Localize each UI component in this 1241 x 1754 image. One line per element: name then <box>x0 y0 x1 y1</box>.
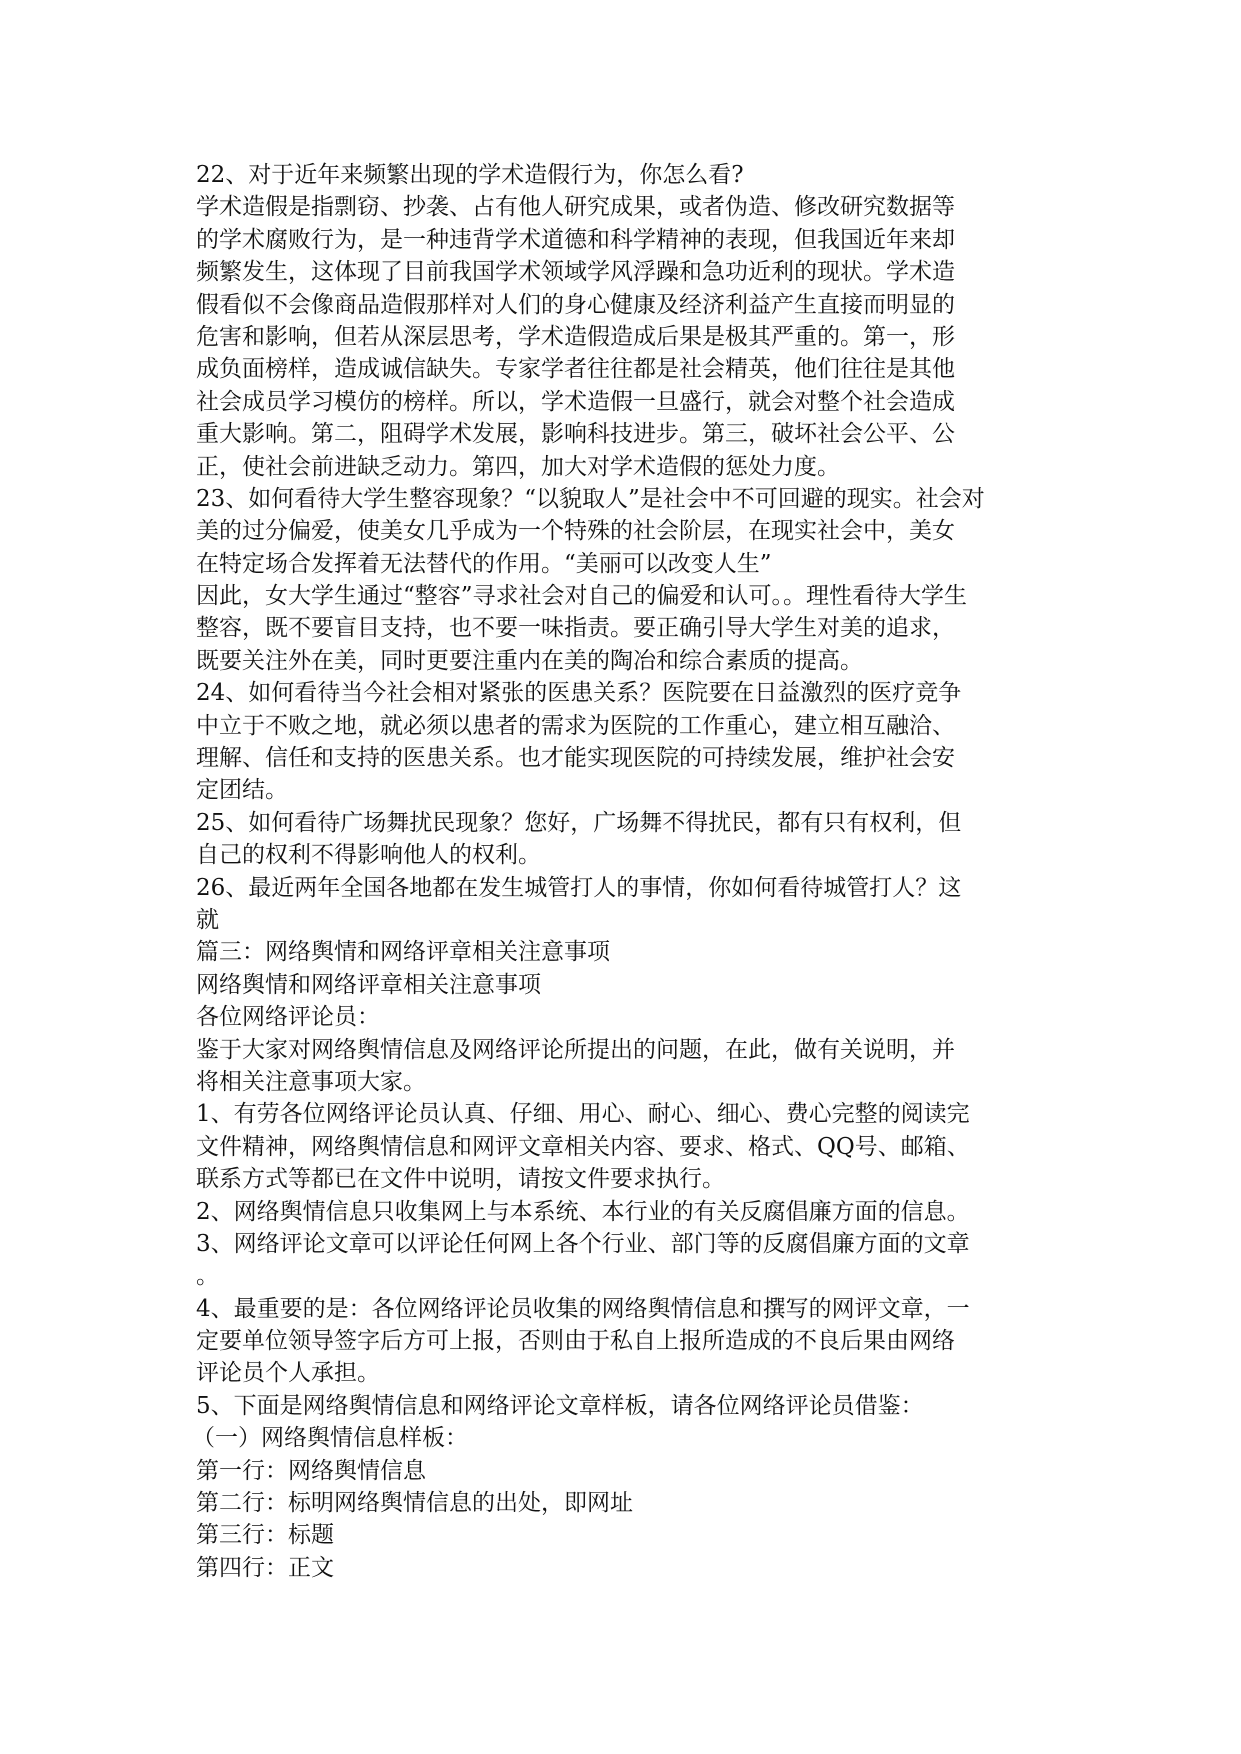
text-line: 文件精神，网络舆情信息和网评文章相关内容、要求、格式、QQ号、邮箱、 <box>196 1133 970 1160</box>
text-line: 成负面榜样，造成诚信缺失。专家学者往往都是社会精英，他们往往是其他 <box>196 356 955 383</box>
text-line: 第一行：网络舆情信息 <box>196 1457 426 1484</box>
text-line: 整容，既不要盲目支持，也不要一味指责。要正确引导大学生对美的追求， <box>196 615 955 642</box>
text-line: 24、如何看待当今社会相对紧张的医患关系？医院要在日益激烈的医疗竞争 <box>196 680 962 707</box>
text-line: 社会成员学习模仿的榜样。所以，学术造假一旦盛行，就会对整个社会造成 <box>196 388 955 415</box>
text-line: 篇三：网络舆情和网络评章相关注意事项 <box>196 939 610 966</box>
text-line: 既要关注外在美，同时更要注重内在美的陶冶和综合素质的提高。 <box>196 647 863 674</box>
text-line: 4、最重要的是：各位网络评论员收集的网络舆情信息和撰写的网评文章，一 <box>196 1295 970 1322</box>
text-line: 。 <box>196 1263 219 1290</box>
text-line: 频繁发生，这体现了目前我国学术领域学风浮躁和急功近利的现状。学术造 <box>196 259 955 286</box>
text-line: 22、对于近年来频繁出现的学术造假行为，你怎么看? <box>196 162 744 188</box>
text-line: 23、如何看待大学生整容现象？“以貌取人”是社会中不可回避的现实。社会对 <box>196 485 985 512</box>
text-line: 鉴于大家对网络舆情信息及网络评论所提出的问题，在此，做有关说明，并 <box>196 1036 955 1063</box>
text-line: （一）网络舆情信息样板： <box>192 1425 468 1452</box>
text-line: 重大影响。第二，阻碍学术发展，影响科技进步。第三，破坏社会公平、公 <box>196 421 955 448</box>
text-line: 中立于不败之地，就必须以患者的需求为医院的工作重心，建立相互融洽、 <box>196 712 955 739</box>
text-line: 美的过分偏爱，使美女几乎成为一个特殊的社会阶层，在现实社会中，美女 <box>196 518 955 545</box>
text-line: 危害和影响，但若从深层思考，学术造假造成后果是极其严重的。第一，形 <box>196 323 955 350</box>
text-line: 就 <box>196 906 219 933</box>
text-line: 将相关注意事项大家。 <box>196 1068 426 1095</box>
text-line: 第四行：正文 <box>196 1554 334 1581</box>
text-line: 25、如何看待广场舞扰民现象？您好，广场舞不得扰民，都有只有权利，但 <box>196 809 962 836</box>
text-line: 3、网络评论文章可以评论任何网上各个行业、部门等的反腐倡廉方面的文章 <box>196 1230 970 1257</box>
text-line: 因此，女大学生通过“整容”寻求社会对自己的偏爱和认可。。理性看待大学生 <box>196 583 968 610</box>
text-line: 假看似不会像商品造假那样对人们的身心健康及经济利益产生直接而明显的 <box>196 291 955 318</box>
document-body <box>192 159 1056 1584</box>
text-line: 2、网络舆情信息只收集网上与本系统、本行业的有关反腐倡廉方面的信息。 <box>196 1198 970 1225</box>
text-line: 定要单位领导签字后方可上报，否则由于私自上报所造成的不良后果由网络 <box>196 1328 955 1355</box>
text-line: 自己的权利不得影响他人的权利。 <box>196 842 541 869</box>
text-line: 定团结。 <box>196 777 288 804</box>
text-line: 5、下面是网络舆情信息和网络评论文章样板，请各位网络评论员借鉴： <box>196 1392 924 1419</box>
text-line: 1、有劳各位网络评论员认真、仔细、用心、耐心、细心、费心完整的阅读完 <box>196 1101 970 1128</box>
text-line: 正，使社会前进缺乏动力。第四，加大对学术造假的惩处力度。 <box>196 453 840 480</box>
text-line: 评论员个人承担。 <box>196 1360 380 1387</box>
text-line: 理解、信任和支持的医患关系。也才能实现医院的可持续发展，维护社会安 <box>196 745 955 772</box>
text-line: 第三行：标题 <box>196 1522 334 1549</box>
text-line: 第二行：标明网络舆情信息的出处，即网址 <box>196 1490 633 1517</box>
text-line: 26、最近两年全国各地都在发生城管打人的事情，你如何看待城管打人？这 <box>196 874 962 901</box>
text-line: 在特定场合发挥着无法替代的作用。“美丽可以改变人生” <box>196 550 772 577</box>
text-line: 学术造假是指剽窃、抄袭、占有他人研究成果，或者伪造、修改研究数据等 <box>196 194 955 221</box>
text-line: 联系方式等都已在文件中说明，请按文件要求执行。 <box>196 1166 725 1193</box>
text-line: 各位网络评论员： <box>196 1004 380 1031</box>
text-line: 的学术腐败行为，是一种违背学术道德和科学精神的表现，但我国近年来却 <box>196 226 955 253</box>
text-line: 网络舆情和网络评章相关注意事项 <box>196 971 541 998</box>
